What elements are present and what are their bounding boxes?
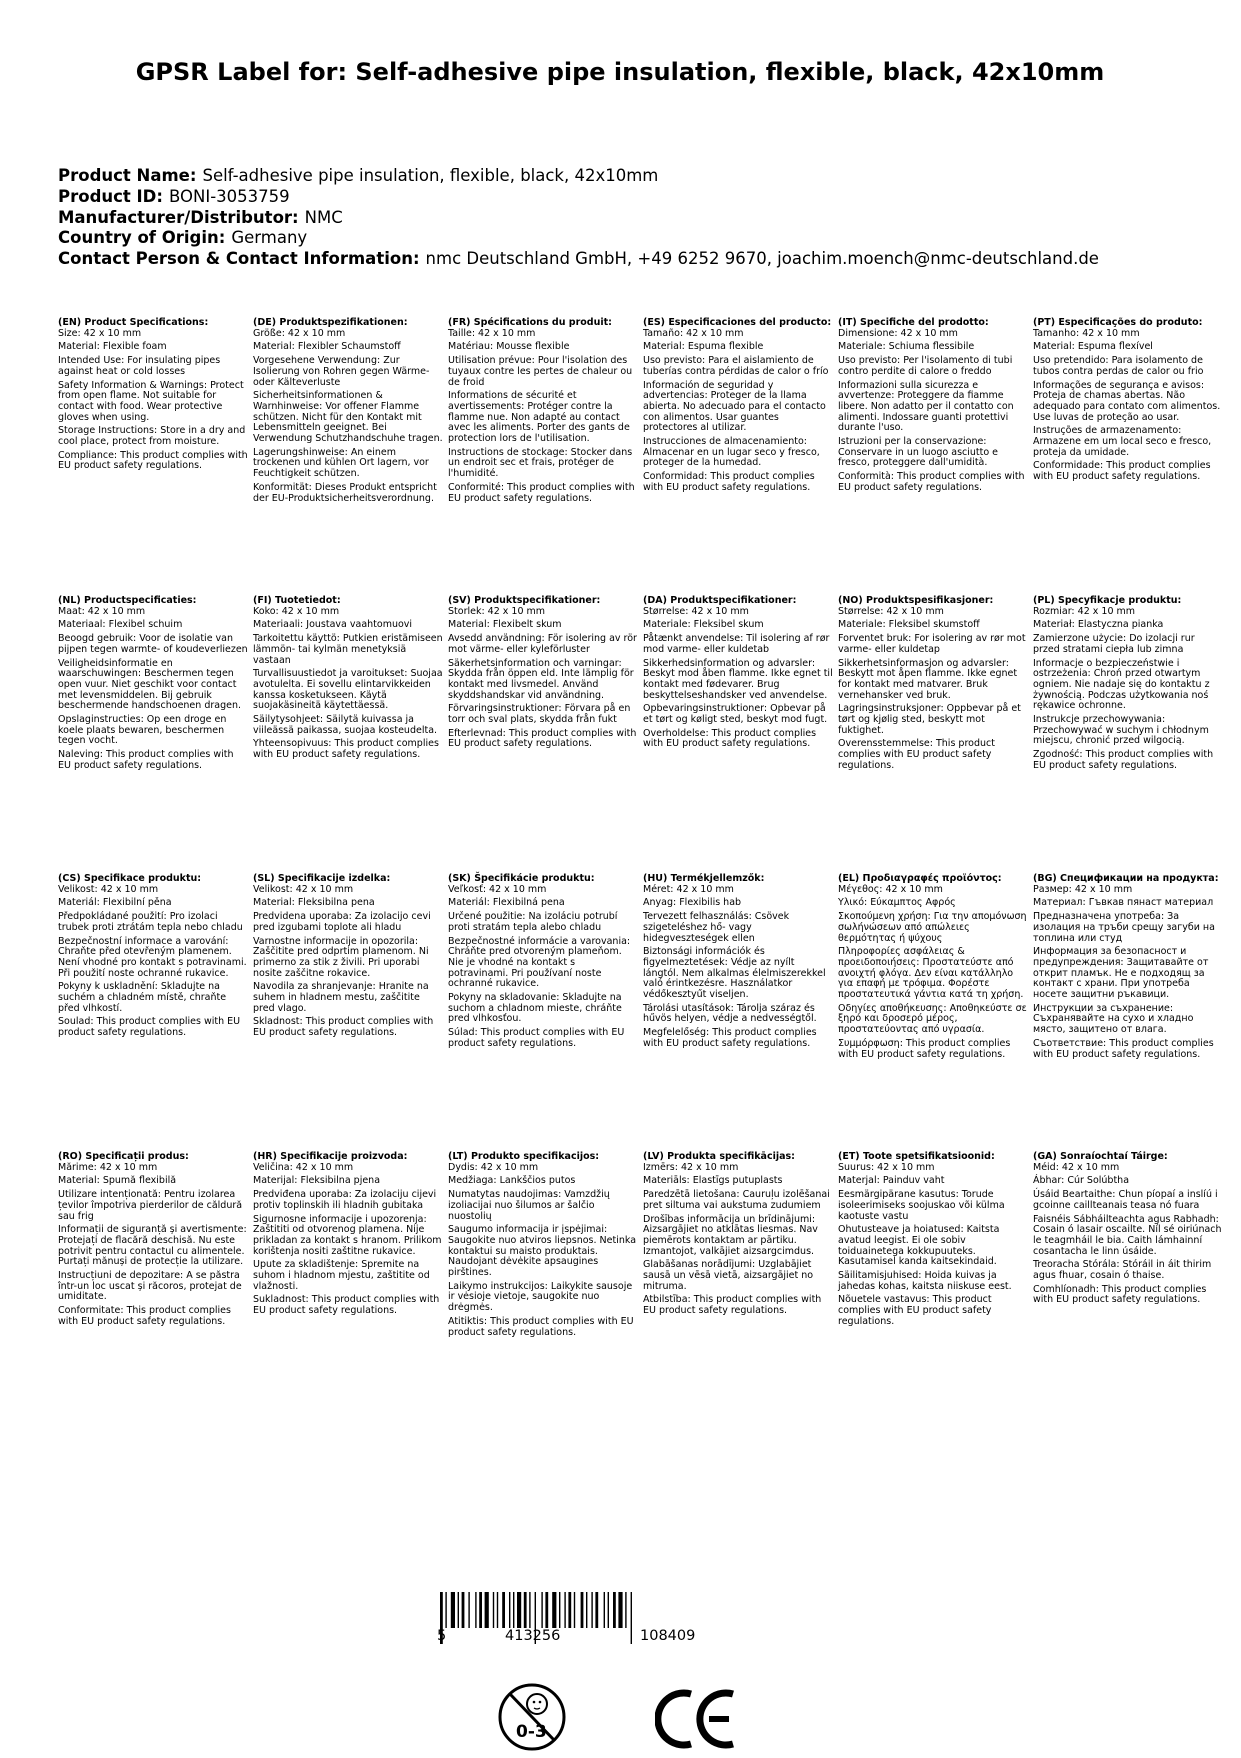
svg-text:0-3: 0-3 [516, 1722, 547, 1742]
barcode-bar [618, 1592, 622, 1628]
product-info [58, 166, 1099, 270]
language-spec-item: Informații de siguranță și avertismente: Protejați de flacără deschisă. Nu este potrivit pentru contactul cu alimentele. Purtați mănuși de protecție la utilizare. [58, 1224, 247, 1268]
language-spec-item: Instrucciones de almacenamiento: Almacenar en un lugar seco y fresco, proteger de la humedad. [643, 436, 820, 469]
language-spec-item: Vorgesehene Verwendung: Zur Isolierung von Rohren gegen Wärme- oder Kälteverluste [253, 355, 430, 388]
barcode-bar [608, 1592, 609, 1628]
language-spec-item: Instrukcje przechowywania: Przechowywać w suchym i chłodnym miejscu, chronić przed wilgocią. [1033, 714, 1209, 747]
barcode-bar [493, 1592, 494, 1628]
language-spec-item: Eesmärgipärane kasutus: Torude isoleerimiseks soojuskao või külma kaotuste vastu [838, 1189, 1005, 1222]
language-spec-item: Bezpečnostné informácie a varovania: Chráňte pred otvoreným plameňom. Nie je vhodné na kontakt s potravinami. Pri používaní noste ochranné rukavice. [448, 935, 631, 990]
language-spec-item: Treoracha Stórála: Stóráil in áit thirim agus fhuar, cosain ó thaise. [1033, 1259, 1212, 1282]
barcode-bar [545, 1592, 548, 1628]
barcode-bar [529, 1592, 530, 1628]
product-name-value: Self-adhesive pipe insulation, flexible, black, 42x10mm [202, 166, 659, 185]
language-spec-item: Información de seguridad y advertencias: Proteger de la llama abierta. No adecuado para el contacto con alimentos. Usar guantes protectores al utilizar. [643, 379, 826, 434]
language-spec-heading: (SK) Špecifikácie produktu: [448, 873, 595, 884]
language-spec-item: Upute za skladištenje: Spremite na suhom i hladnom mjestu, zaštitite od vlažnosti. [253, 1259, 430, 1292]
language-spec-item: Súlad: This product complies with EU product safety regulations. [448, 1027, 625, 1049]
language-spec-item: Materiál: Flexibilná pena [448, 897, 565, 909]
language-spec-item: Tamaño: 42 x 10 mm [643, 327, 744, 339]
language-spec-item: Predvidena uporaba: Za izolacijo cevi pred izgubami toplote ali hladu [253, 911, 431, 933]
language-spec-block [58, 874, 248, 1042]
language-spec-item: Medžiaga: Lankščios putos [448, 1175, 576, 1187]
language-spec-heading: (NO) Produktspesifikasjoner: [838, 595, 994, 606]
language-spec-item: Storlek: 42 x 10 mm [448, 605, 546, 617]
language-spec-item: Conformità: This product complies with EU product safety regulations. [838, 471, 1025, 493]
barcode-bar [604, 1592, 605, 1628]
language-spec-heading: (DE) Produktspezifikationen: [253, 317, 408, 328]
language-spec-item: Velikost: 42 x 10 mm [58, 883, 159, 895]
product-name-label: Product Name: [58, 166, 197, 185]
language-spec-item: Zgodność: This product complies with EU product safety regulations. [1033, 749, 1214, 771]
barcode-right-group: 108409 [640, 1628, 696, 1644]
contact-value: nmc Deutschland GmbH, +49 6252 9670, joachim.moench@nmc-deutschland.de [425, 249, 1099, 269]
manufacturer-value: NMC [304, 207, 343, 227]
language-spec-item: Dydis: 42 x 10 mm [448, 1161, 539, 1173]
language-spec-block [643, 318, 833, 497]
barcode-bar [445, 1592, 446, 1628]
language-spec-item: Material: Espuma flexible [643, 341, 764, 353]
language-spec-item: Faisnéis Sábháilteachta agus Rabhadh: Cosain ó lasair oscailte. Níl sé oiriúnach le teagmháil le bia. Caith lámhainní cosantacha le linn úsáide. [1033, 1213, 1222, 1257]
language-spec-item: Säilitamisjuhised: Hoida kuivas ja jahedas kohas, kaitsta niiskuse eest. [838, 1270, 1012, 1292]
language-spec-item: Atitiktis: This product complies with EU product safety regulations. [448, 1315, 634, 1338]
language-spec-item: Sikkerhetsinformasjon og advarsler: Beskytt mot åpen flamme. Ikke egnet for kontakt med matvarer. Bruk vernehansker ved bruk. [838, 657, 1018, 701]
barcode-bar [631, 1592, 632, 1644]
language-spec-item: Informations de sécurité et avertissements: Protéger contre la flamme nue. Non adapté au contact avec les aliments. Porter des gants de protection lors de l'utilisation. [448, 390, 630, 445]
language-spec-heading: (FI) Tuotetiedot: [253, 595, 341, 606]
language-spec-item: Material: Fleksibilna pena [253, 897, 375, 909]
language-spec-item: Materiāls: Elastīgs putuplasts [643, 1175, 783, 1187]
language-spec-item: Drošības informācija un brīdinājumi: Aizsargājiet no atklātas liesmas. Nav piemērots kontaktam ar pārtiku. Izmantojot, valkājiet aizsargcimdus. [643, 1213, 818, 1257]
language-spec-item: Comhlíonadh: This product complies with EU product safety regulations. [1033, 1283, 1207, 1306]
language-spec-item: Materiaali: Joustava vaahtomuovi [253, 619, 413, 631]
language-spec-item: Размер: 42 x 10 mm [1033, 883, 1133, 895]
language-spec-item: Turvallisuustiedot ja varoitukset: Suojaa avotulelta. Ei sovellu elintarvikkeiden kanssa kosketukseen. Käytä suojakäsineitä käytettäessä. [253, 668, 443, 712]
language-spec-block [643, 1152, 833, 1320]
barcode-left-group: 413256 [505, 1628, 561, 1644]
language-spec-item: Utilizare intenționată: Pentru izolarea țevilor împotriva pierderilor de căldură sau frig [58, 1189, 243, 1222]
language-spec-item: Compliance: This product complies with EU product safety regulations. [58, 449, 248, 472]
spec-band [58, 874, 1238, 1152]
country-label: Country of Origin: [58, 228, 226, 248]
language-spec-item: Sicherheitsinformationen & Warnhinweise: Vor offener Flamme schützen. Nicht für den Kontakt mit Lebensmitteln geeignet. Bei Verwendung Schutzhandschuhe tragen. [253, 390, 443, 445]
language-spec-item: Avsedd användning: För isolering av rör mot värme- eller kyleförluster [448, 633, 637, 655]
language-spec-item: Информация за безопасност и предупреждения: Защитавайте от открит пламък. Не е подходящ за контакт с храни. При употреба носете защитни ръкавици. [1033, 946, 1209, 1001]
language-spec-item: Forventet bruk: For isolering av rør mot varme- eller kuldetap [838, 633, 1026, 655]
language-spec-item: Skladnost: This product complies with EU product safety regulations. [253, 1016, 434, 1039]
language-spec-item: Bezpečnostní informace a varování: Chraňte před otevřeným plamenem. Není vhodné pro kontakt s potravinami. Při použití noste ochranné rukavice. [58, 935, 247, 979]
language-spec-item: Úsáid Beartaithe: Chun píopaí a inslíú i gcoinne caillteanais teasa nó fuara [1033, 1189, 1218, 1211]
language-spec-heading: (BG) Спецификации на продукта: [1033, 873, 1219, 884]
language-spec-item: Istruzioni per la conservazione: Conservare in un luogo asciutto e fresco, proteggere dall'umidità. [838, 436, 999, 469]
product-id-value: BONI-3053759 [168, 186, 290, 206]
language-spec-heading: (SL) Specifikacije izdelka: [253, 873, 391, 884]
contact-row [58, 249, 1099, 270]
language-spec-item: Zamierzone użycie: Do izolacji rur przed stratami ciepła lub zimna [1033, 633, 1195, 655]
language-spec-item: Opbevaringsinstruktioner: Opbevar på et tørt og køligt sted, beskyt mod fugt. [643, 703, 828, 726]
language-spec-item: Efterlevnad: This product complies with EU product safety regulations. [448, 727, 637, 750]
language-spec-heading: (ES) Especificaciones del producto: [643, 317, 832, 328]
language-spec-item: Maat: 42 x 10 mm [58, 605, 146, 617]
language-spec-item: Beoogd gebruik: Voor de isolatie van pijpen tegen warmte- of koudeverliezen [58, 633, 248, 655]
language-spec-block [1033, 874, 1223, 1063]
language-spec-block [253, 318, 443, 507]
language-spec-block [1033, 596, 1223, 775]
barcode-bar [462, 1592, 465, 1628]
ce-mark-icon [655, 1688, 740, 1750]
language-spec-item: Předpokládané použití: Pro izolaci trubek proti ztrátám tepla nebo chladu [58, 911, 243, 933]
language-spec-item: Material: Flexible foam [58, 341, 167, 353]
product-id-label: Product ID: [58, 186, 163, 206]
language-spec-item: Matériau: Mousse flexible [448, 341, 570, 353]
language-spec-item: Uso pretendido: Para isolamento de tubos contra perdas de calor ou frio [1033, 355, 1204, 377]
barcode-bar [541, 1592, 542, 1628]
language-spec-item: Материал: Гъвкав пянаст материал [1033, 897, 1214, 909]
language-spec-item: Tervezett felhasználás: Csövek szigeteléshez hő- vagy hidegveszteségek ellen [643, 911, 790, 944]
language-spec-item: Инструкции за съхранение: Съхранявайте на сухо и хладно място, защитено от влага. [1033, 1002, 1194, 1036]
barcode-bar [468, 1592, 469, 1628]
barcode-bar [564, 1592, 565, 1628]
language-spec-item: Säilytysohjeet: Säilytä kuivassa ja viileässä paikassa, suojaa kosteudelta. [253, 714, 438, 736]
language-spec-item: Materjal: Painduv vaht [838, 1175, 945, 1187]
language-spec-item: Sukladnost: This product complies with EU product safety regulations. [253, 1294, 440, 1317]
contact-label: Contact Person & Contact Information: [58, 249, 420, 269]
barcode-first-digit: 5 [437, 1628, 447, 1644]
barcode-bar [595, 1592, 598, 1628]
language-spec-block [448, 596, 638, 753]
language-spec-item: Sikkerhedsinformation og advarsler: Beskyt mod åben flamme. Ikke egnet til kontakt med fødevarer. Brug beskyttelseshandsker ved anvendelse. [643, 657, 833, 701]
language-spec-item: Υλικό: Εύκαμπτος Αφρός [838, 897, 956, 909]
language-spec-item: Materiaal: Flexibel schuim [58, 619, 183, 631]
language-spec-item: Instrucțiuni de depozitare: A se păstra într-un loc uscat și răcoros, protejat de umiditate. [58, 1270, 242, 1303]
language-spec-item: Οδηγίες αποθήκευσης: Αποθηκεύστε σε ξηρό και δροσερό μέρος, προστατεύοντας από υγρασία. [838, 1002, 1027, 1036]
language-spec-item: Material: Espuma flexível [1033, 341, 1153, 353]
language-spec-item: Съответствие: This product complies with EU product safety regulations. [1033, 1037, 1214, 1060]
language-spec-heading: (ET) Toote spetsifikatsioonid: [838, 1151, 995, 1162]
spec-band [58, 1152, 1238, 1412]
language-spec-item: Storage Instructions: Store in a dry and cool place, protect from moisture. [58, 425, 246, 448]
language-spec-item: Yhteensopivuus: This product complies with EU product safety regulations. [253, 738, 439, 761]
language-spec-item: Materiál: Flexibilní pěna [58, 897, 172, 909]
language-spec-block [58, 318, 248, 475]
language-spec-item: Conformité: This product complies with EU product safety regulations. [448, 481, 635, 504]
language-spec-heading: (GA) Sonraíochtaí Táirge: [1033, 1151, 1168, 1162]
language-spec-item: Πληροφορίες ασφάλειας & προειδοποιήσεις: Προστατεύστε από ανοιχτή φλόγα. Δεν είναι κατάλληλο για επαφή με τρόφιμα. Φορέστε προστατευτικά γάντια κατά τη χρήση. [838, 946, 1024, 1001]
language-spec-item: Ábhar: Cúr Solúbtha [1033, 1175, 1130, 1187]
language-spec-heading: (DA) Produktspecifikationer: [643, 595, 797, 606]
language-spec-item: Tárolási utasítások: Tárolja száraz és hűvös helyen, védje a nedvességtől. [643, 1002, 817, 1025]
barcode-bar [497, 1592, 498, 1628]
language-spec-block [643, 874, 833, 1053]
barcode-bar [552, 1592, 556, 1628]
language-spec-item: Størrelse: 42 x 10 mm [838, 605, 944, 617]
language-spec-item: Συμμόρφωση: This product complies with EU product safety regulations. [838, 1037, 1011, 1060]
language-spec-item: Veľkosť: 42 x 10 mm [448, 883, 547, 895]
language-spec-item: Materiale: Schiuma flessibile [838, 341, 975, 353]
barcode-bar [581, 1592, 584, 1628]
language-spec-block [448, 874, 638, 1053]
product-name-row [58, 166, 1099, 187]
language-spec-item: Materiale: Fleksibel skum [643, 619, 764, 631]
language-spec-item: Paredzētā lietošana: Cauruļu izolēšanai pret siltuma vai aukstuma zudumiem [643, 1189, 830, 1211]
language-spec-block [448, 318, 638, 507]
language-spec-item: Ohutusteave ja hoiatused: Kaitsta avatud leegist. Ei ole sobiv toiduainetega kokkupuuteks. Kasutamisel kanda kaitsekindaid. [838, 1224, 1000, 1268]
language-spec-block [838, 1152, 1028, 1331]
language-spec-item: Mărime: 42 x 10 mm [58, 1161, 158, 1173]
language-spec-block [1033, 318, 1223, 486]
barcode-bar [513, 1592, 514, 1628]
language-spec-item: Größe: 42 x 10 mm [253, 327, 346, 339]
language-spec-heading: (HU) Termékjellemzők: [643, 873, 765, 884]
language-spec-item: Rozmiar: 42 x 10 mm [1033, 605, 1136, 617]
language-spec-item: Predviđena uporaba: Za izolaciju cijevi protiv toplinskih ili hladnih gubitaka [253, 1189, 437, 1211]
language-spec-block [838, 596, 1028, 775]
language-spec-item: Materiale: Fleksibel skumstoff [838, 619, 980, 631]
language-spec-item: Anyag: Flexibilis hab [643, 897, 742, 909]
language-spec-item: Instructions de stockage: Stocker dans un endroit sec et frais, protéger de l'humidité. [448, 446, 633, 480]
language-spec-item: Overensstemmelse: This product complies with EU product safety regulations. [838, 738, 995, 771]
language-spec-item: Μέγεθος: 42 x 10 mm [838, 883, 943, 895]
language-spec-item: Conformidad: This product complies with EU product safety regulations. [643, 471, 815, 493]
language-spec-item: Material: Spumă flexibilă [58, 1175, 177, 1187]
product-id-row [58, 187, 1099, 208]
manufacturer-label: Manufacturer/Distributor: [58, 207, 299, 227]
barcode-bar [485, 1592, 489, 1628]
language-spec-item: Sigurnosne informacije i upozorenja: Zaštititi od otvorenog plamena. Nije prikladan za kontakt s hranom. Prilikom korištenja nositi zaštitne rukavice. [253, 1213, 442, 1257]
language-spec-item: Pokyny na skladovanie: Skladujte na suchom a chladnom mieste, chráňte pred vlhkosťou. [448, 992, 622, 1025]
language-spec-item: Konformität: Dieses Produkt entspricht der EU-Produktsicherheitsverordnung. [253, 481, 437, 504]
language-spec-heading: (FR) Spécifications du produit: [448, 317, 612, 328]
language-spec-item: Méid: 42 x 10 mm [1033, 1161, 1120, 1173]
language-spec-item: Safety Information & Warnings: Protect from open flame. Not suitable for contact with food. Wear protective gloves when using. [58, 379, 244, 423]
barcode-bar [625, 1592, 626, 1628]
language-spec-heading: (CS) Specifikace produktu: [58, 873, 202, 884]
language-spec-item: Materiał: Elastyczna pianka [1033, 619, 1164, 631]
language-spec-item: Informazioni sulla sicurezza e avvertenze: Proteggere da fiamme libere. Non adatto per il contatto con alimenti. Indossare guanti protettivi durante l'uso. [838, 379, 1014, 434]
manufacturer-row [58, 208, 1099, 229]
language-spec-heading: (IT) Specifiche del prodotto: [838, 317, 989, 328]
language-spec-block [448, 1152, 638, 1341]
language-spec-item: Utilisation prévue: Pour l'isolation des tuyaux contre les pertes de chaleur ou de froid [448, 355, 633, 388]
language-spec-block [253, 596, 443, 764]
language-spec-item: Saugumo informacija ir įspėjimai: Saugokite nuo atviros liepsnos. Netinka kontaktui su maisto produktais. Naudojant dėvėkite apsaugines pirštines. [448, 1224, 637, 1279]
language-spec-item: Laikymo instrukcijos: Laikykite sausoje ir vėsioje vietoje, saugokite nuo drėgmės. [448, 1280, 633, 1314]
language-spec-item: Navodila za shranjevanje: Hranite na suhem in hladnem mestu, zaščitite pred vlago. [253, 981, 429, 1014]
spec-band [58, 596, 1238, 874]
page-title: GPSR Label for: Self-adhesive pipe insulation, flexible, black, 42x10mm [135, 58, 1105, 86]
language-spec-heading: (EL) Προδιαγραφές προϊόντος: [838, 873, 1002, 884]
language-spec-item: Tamanho: 42 x 10 mm [1033, 327, 1140, 339]
language-spec-heading: (EN) Product Specifications: [58, 317, 209, 328]
barcode-bar [475, 1592, 476, 1628]
language-spec-heading: (HR) Specifikacije proizvoda: [253, 1151, 408, 1162]
barcode-bar [479, 1592, 482, 1628]
language-spec-item: Numatytas naudojimas: Vamzdžių izoliacijai nuo šilumos ar šalčio nuostolių [448, 1189, 610, 1222]
language-spec-item: Informacje o bezpieczeństwie i ostrzeżenia: Chroń przed otwartym ogniem. Nie nadaje się do kontaktu z żywnością. Podczas użytkowania noś rękawice ochronne. [1033, 657, 1210, 712]
language-spec-item: Varnostne informacije in opozorila: Zaščitite pred odprtim plamenom. Ni primerno za stik z živili. Pri uporabi nosite zaščitne rokavice. [253, 935, 429, 979]
language-spec-item: Instruções de armazenamento: Armazene em um local seco e fresco, proteja da umidade. [1033, 425, 1212, 458]
language-spec-item: Material: Flexibelt skum [448, 619, 562, 631]
language-spec-block [58, 596, 248, 775]
language-spec-block [838, 318, 1028, 497]
language-spec-item: Säkerhetsinformation och varningar: Skydda från öppen eld. Inte lämplig för kontakt med livsmedel. Använd skyddshandskar vid användning. [448, 657, 634, 701]
language-spec-heading: (LT) Produkto specifikacijos: [448, 1151, 600, 1162]
language-spec-heading: (PL) Specyfikacje produktu: [1033, 595, 1182, 606]
language-spec-block [253, 1152, 443, 1320]
language-spec-heading: (LV) Produkta specifikācijas: [643, 1151, 795, 1162]
language-spec-item: Intended Use: For insulating pipes against heat or cold losses [58, 355, 221, 377]
language-spec-item: Méret: 42 x 10 mm [643, 883, 734, 895]
spec-band [58, 318, 1238, 596]
language-spec-item: Určené použitie: Na izoláciu potrubí proti stratám tepla alebo chladu [448, 911, 618, 933]
language-spec-item: Glabāšanas norādījumi: Uzglabājiet sausā un vēsā vietā, aizsargājiet no mitruma. [643, 1259, 814, 1292]
language-spec-block [253, 874, 443, 1042]
barcode-bar [502, 1592, 505, 1628]
language-spec-item: Megfelelőség: This product complies with EU product safety regulations. [643, 1027, 817, 1049]
language-spec-item: Naleving: This product complies with EU product safety regulations. [58, 749, 234, 771]
barcode-bar [524, 1592, 527, 1628]
language-spec-item: Dimensione: 42 x 10 mm [838, 327, 958, 339]
language-spec-item: Pokyny k uskladnění: Skladujte na suchém a chladném místě, chraňte před vlhkostí. [58, 981, 227, 1014]
barcode-bar [574, 1592, 575, 1628]
barcode-bar [509, 1592, 510, 1628]
language-spec-item: Informações de segurança e avisos: Proteja de chamas abertas. Não adequado para contato com alimentos. Use luvas de proteção ao usar. [1033, 379, 1221, 423]
language-spec-item: Izmērs: 42 x 10 mm [643, 1161, 739, 1173]
language-spec-item: Størrelse: 42 x 10 mm [643, 605, 749, 617]
language-spec-item: Veiligheidsinformatie en waarschuwingen: Beschermen tegen open vuur. Niet geschikt voor contact met levensmiddelen. Bij gebruik beschermende handschoenen dragen. [58, 657, 241, 712]
language-spec-item: Lagringsinstruksjoner: Oppbevar på et tørt og kjølig sted, beskytt mot fuktighet. [838, 703, 1021, 736]
language-spec-item: Material: Flexibler Schaumstoff [253, 341, 401, 353]
language-specifications-grid [58, 318, 1238, 1412]
country-row [58, 228, 1099, 249]
language-spec-item: Veličina: 42 x 10 mm [253, 1161, 354, 1173]
language-spec-block [1033, 1152, 1223, 1309]
country-value: Germany [231, 228, 308, 248]
language-spec-item: Taille: 42 x 10 mm [448, 327, 536, 339]
language-spec-item: Tarkoitettu käyttö: Putkien eristämiseen lämmön- tai kylmän menetyksiä vastaan [253, 633, 443, 666]
language-spec-block [58, 1152, 248, 1331]
language-spec-block [838, 874, 1028, 1063]
language-spec-item: Förvaringsinstruktioner: Förvara på en torr och sval plats, skydda från fukt [448, 703, 631, 726]
language-spec-item: Påtænkt anvendelse: Til isolering af rør mod varme- eller kuldetab [643, 633, 830, 655]
language-spec-item: Overholdelse: This product complies with EU product safety regulations. [643, 727, 817, 750]
barcode-bar [613, 1592, 616, 1628]
barcode-bar [458, 1592, 459, 1628]
language-spec-item: Предназначена употреба: За изолация на тръби срещу загуби на топлина или студ [1033, 911, 1215, 944]
language-spec-item: Materijal: Fleksibilna pjena [253, 1175, 381, 1187]
language-spec-item: Biztonsági információk és figyelmeztetések: Védje az nyílt lángtól. Nem alkalmas élelmiszerekkel való érintkezésre. Használatkor védőkesztyűt viseljen. [643, 946, 826, 1001]
language-spec-item: Conformidade: This product complies with EU product safety regulations. [1033, 460, 1211, 483]
language-spec-item: Conformitate: This product complies with EU product safety regulations. [58, 1305, 231, 1327]
language-spec-block [643, 596, 833, 753]
barcode-bar [559, 1592, 560, 1628]
language-spec-item: Suurus: 42 x 10 mm [838, 1161, 935, 1173]
language-spec-item: Σκοπούμενη χρήση: Για την απομόνωση σωλήνώσεων από απώλειες θερμότητας ή ψύχους [838, 911, 1027, 944]
language-spec-item: Soulad: This product complies with EU product safety regulations. [58, 1016, 241, 1039]
barcode-bar [451, 1592, 455, 1628]
language-spec-item: Velikost: 42 x 10 mm [253, 883, 354, 895]
barcode-bar [568, 1592, 571, 1628]
language-spec-item: Koko: 42 x 10 mm [253, 605, 340, 617]
barcode-bar [586, 1592, 587, 1628]
language-spec-heading: (RO) Specificații produs: [58, 1151, 189, 1162]
language-spec-item: Uso previsto: Para el aislamiento de tuberías contra pérdidas de calor o frío [643, 355, 829, 377]
language-spec-item: Uso previsto: Per l'isolamento di tubi contro perdite di calore o freddo [838, 355, 1013, 377]
language-spec-item: Opslaginstructies: Op een droge en koele plaats bewaren, beschermen tegen vocht. [58, 714, 227, 747]
language-spec-item: Atbilstība: This product complies with EU product safety regulations. [643, 1294, 822, 1317]
language-spec-heading: (SV) Produktspecifikationer: [448, 595, 601, 606]
age-warning-0-3-icon [497, 1680, 567, 1754]
language-spec-item: Size: 42 x 10 mm [58, 327, 142, 339]
barcode-bar [517, 1592, 521, 1628]
language-spec-item: Lagerungshinweise: An einem trockenen und kühlen Ort lagern, vor Feuchtigkeit schützen. [253, 446, 429, 480]
barcode-bar [591, 1592, 592, 1628]
language-spec-heading: (NL) Productspecificaties: [58, 595, 197, 606]
language-spec-heading: (PT) Especificações do produto: [1033, 317, 1203, 328]
language-spec-item: Nõuetele vastavus: This product complies with EU product safety regulations. [838, 1294, 992, 1327]
